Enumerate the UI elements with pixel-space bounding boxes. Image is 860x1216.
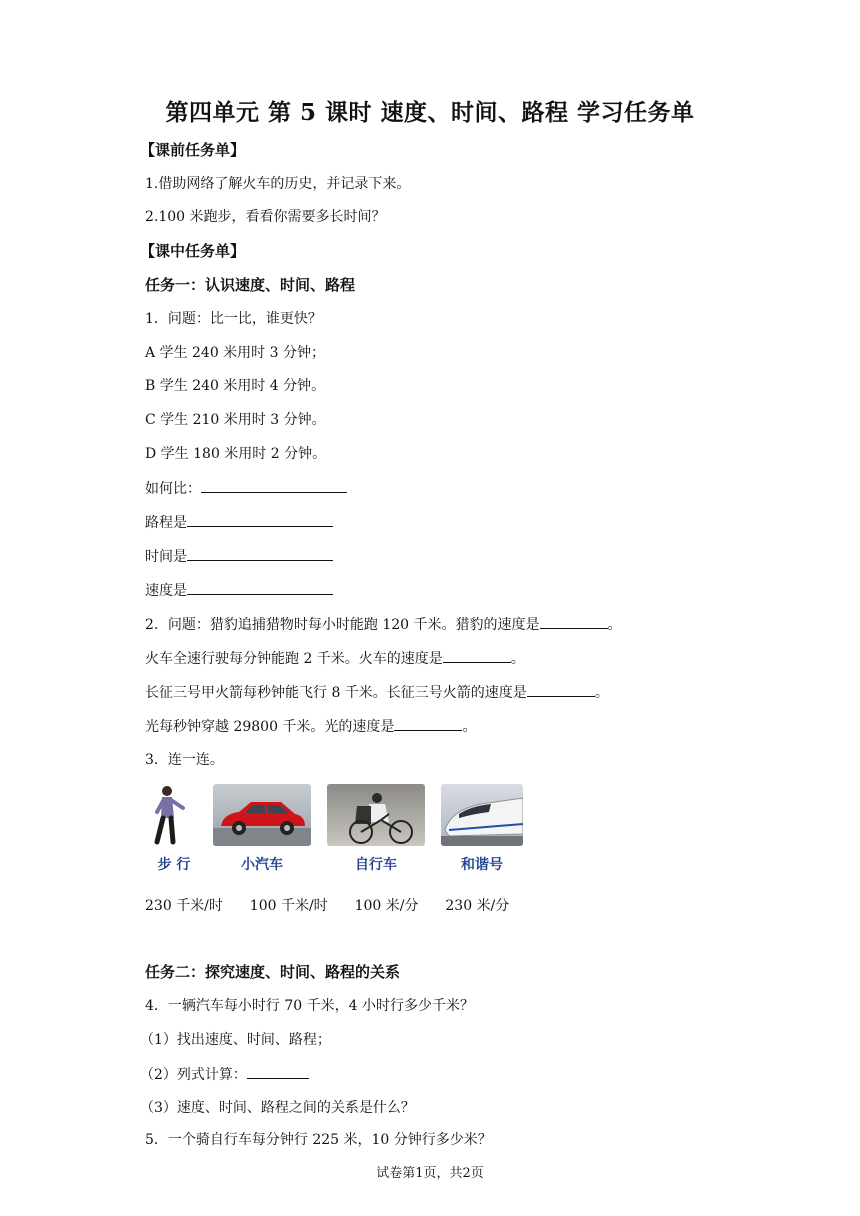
- question-4-part-2: （2）列式计算：: [140, 1067, 247, 1083]
- in-class-heading: 【课中任务单】: [140, 242, 246, 260]
- task1-heading: 任务一：认识速度、时间、路程: [145, 276, 356, 294]
- question-4-part-2-row: [140, 1064, 309, 1085]
- student-a: A 学生 240 米用时 3 分钟；: [145, 345, 325, 361]
- q2-line-2-end: 。: [510, 651, 525, 667]
- speed-option-4[interactable]: 230 米/分: [445, 898, 510, 914]
- car-picture[interactable]: [213, 784, 311, 880]
- train-picture[interactable]: [441, 784, 523, 880]
- student-d: D 学生 180 米用时 2 分钟。: [145, 446, 327, 462]
- speed-options: [145, 896, 509, 916]
- car-caption: 小汽车: [241, 857, 283, 873]
- pre-class-item-2: 2.100 米跑步，看看你需要多长时间？: [145, 209, 386, 225]
- question-3: 3．连一连。: [145, 752, 224, 768]
- distance-blank[interactable]: [187, 512, 333, 527]
- train-speed-blank[interactable]: [443, 648, 511, 663]
- task2-heading: 任务二：探究速度、时间、路程的关系: [145, 963, 401, 981]
- question-4-part-3: （3）速度、时间、路程之间的关系是什么？: [140, 1100, 415, 1116]
- q2-line-3-end: 。: [594, 685, 609, 701]
- bicycle-picture[interactable]: [327, 784, 425, 880]
- walking-person-image: [145, 784, 203, 846]
- train-image: [441, 784, 523, 846]
- speed-option-3[interactable]: 100 米/分: [354, 898, 419, 914]
- q2-line-1-text: 2．问题：猎豹追捕猎物时每小时能跑 120 千米。猎豹的速度是: [145, 617, 540, 633]
- question-4-part-1: （1）找出速度、时间、路程；: [140, 1032, 331, 1048]
- walking-caption: 步 行: [157, 857, 191, 873]
- time-label: 时间是: [145, 549, 187, 565]
- pre-class-item-1: 1.借助网络了解火车的历史，并记录下来。: [145, 176, 411, 192]
- walking-picture[interactable]: [145, 784, 203, 880]
- speed-blank[interactable]: [187, 580, 333, 595]
- page-title: 第四单元 第 5 课时 速度、时间、路程 学习任务单: [165, 99, 695, 126]
- distance-label: 路程是: [145, 515, 187, 531]
- pre-class-heading: 【课前任务单】: [140, 141, 246, 159]
- question-2-line-1: [145, 614, 622, 635]
- cheetah-speed-blank[interactable]: [540, 614, 608, 629]
- q2-line-4-end: 。: [462, 719, 477, 735]
- rocket-speed-blank[interactable]: [527, 682, 595, 697]
- compare-blank[interactable]: [201, 478, 347, 493]
- time-blank[interactable]: [187, 546, 333, 561]
- bicycle-image: [327, 784, 425, 846]
- question-2-line-2: [145, 648, 525, 669]
- calculation-blank[interactable]: [247, 1064, 309, 1079]
- student-c: C 学生 210 米用时 3 分钟。: [145, 412, 326, 428]
- q2-line-3-text: 长征三号甲火箭每秒钟能飞行 8 千米。长征三号火箭的速度是: [145, 685, 527, 701]
- page-footer: 试卷第1页，共2页: [376, 1166, 484, 1181]
- question-2-line-4: [145, 716, 476, 737]
- speed-option-1[interactable]: 230 千米/时: [145, 898, 223, 914]
- bicycle-caption: 自行车: [355, 857, 397, 873]
- compare-row: [145, 478, 347, 499]
- train-caption: 和谐号: [461, 857, 503, 873]
- matching-pictures: [145, 784, 535, 880]
- question-5: 5．一个骑自行车每分钟行 225 米，10 分钟行多少米？: [145, 1132, 492, 1148]
- q2-line-1-end: 。: [607, 617, 622, 633]
- light-speed-blank[interactable]: [394, 716, 462, 731]
- speed-option-2[interactable]: 100 千米/时: [249, 898, 328, 914]
- speed-label: 速度是: [145, 583, 187, 599]
- question-1: 1．问题：比一比，谁更快？: [145, 311, 322, 327]
- car-image: [213, 784, 311, 846]
- distance-row: [145, 512, 333, 533]
- student-b: B 学生 240 米用时 4 分钟。: [145, 378, 326, 394]
- compare-label: 如何比：: [145, 481, 201, 497]
- q2-line-4-text: 光每秒钟穿越 29800 千米。光的速度是: [145, 719, 395, 735]
- question-2-line-3: [145, 682, 609, 703]
- question-4: 4．一辆汽车每小时行 70 千米，4 小时行多少千米？: [145, 998, 474, 1014]
- speed-row: [145, 580, 333, 601]
- time-row: [145, 546, 333, 567]
- q2-line-2-text: 火车全速行驶每分钟能跑 2 千米。火车的速度是: [145, 651, 443, 667]
